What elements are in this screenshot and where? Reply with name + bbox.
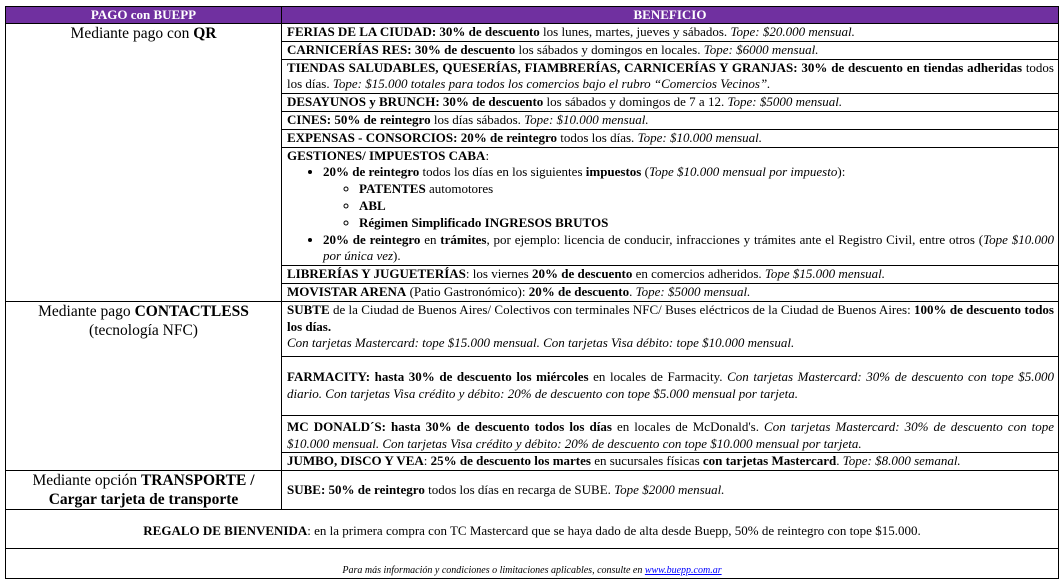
table-row [6,24,1059,42]
benefit-farmacity: FARMACITY: hasta 30% de descuento los miércoles en locales de Farmacity. Con tarjetas Mastercard: 30% de descuento con tope $5.000 diario. Con tarjetas Visa crédito y débito: 20% de descuento con tope $5.000 mensual por tarjeta. [282,357,1059,416]
benefit-tiendas: TIENDAS SALUDABLES, QUESERÍAS, FIAMBRERÍAS, CARNICERÍAS Y GRANJAS: 30% de descuento en tiendas adheridas todos los días. Tope: $15.000 totales para todos los comercios bajo el rubro “Comercios Vecinos”. [282,59,1059,94]
benefit-expensas: EXPENSAS - CONSORCIOS: 20% de reintegro todos los días. Tope: $10.000 mensual. [282,129,1059,147]
benefit-carnicerias: CARNICERÍAS RES: 30% de descuento los sábados y domingos en locales. Tope: $6000 mensual. [282,41,1059,59]
payment-method-contactless: Mediante pago CONTACTLESS (tecnología NFC) [6,301,282,470]
benefit-subte: SUBTE de la Ciudad de Buenos Aires/ Colectivos con terminales NFC/ Buses eléctricos de la Ciudad de Buenos Aires: 100% de descuento todos los días. Con tarjetas Mastercard: tope $15.000 mensual. Con tarjetas Visa débito: tope $10.000 mensual. [282,301,1059,356]
benefits-document [5,6,1058,579]
benefits-table [5,6,1059,579]
list-item: • 20% de reintegro en trámites, por ejemplo: licencia de conducir, infracciones y trámites ante el Registro Civil, entre otros (Tope $10.000 por única vez). [323,232,1054,266]
benefit-cines: CINES: 50% de reintegro los días sábados. Tope: $10.000 mensual. [282,111,1059,129]
payment-method-qr: Mediante pago con QR [6,24,282,302]
benefit-sube: SUBE: 50% de reintegro todos los días en recarga de SUBE. Tope $2000 mensual. [282,471,1059,510]
table-row [6,471,1059,510]
header-benefit: BENEFICIO [282,7,1059,24]
benefit-desayunos: DESAYUNOS y BRUNCH: 30% de descuento los sábados y domingos de 7 a 12. Tope: $5000 mensual. [282,94,1059,112]
welcome-gift: REGALO DE BIENVENIDA: en la primera compra con TC Mastercard que se haya dado de alta desde Buepp, 50% de reintegro con tope $15.000. [6,510,1059,549]
list-item: • 20% de reintegro todos los días en los siguientes impuestos (Tope $10.000 mensual por impuesto): ◦ PATENTES automotores ◦ ABL ◦ Régimen Simplificado INGRESOS BRUTOS [323,164,1054,231]
impuestos-list [323,181,1054,231]
benefit-jumbo: JUMBO, DISCO Y VEA: 25% de descuento los martes en sucursales físicas con tarjetas Mastercard. Tope: $8.000 semanal. [282,453,1059,471]
table-header-row [6,7,1059,24]
table-row [6,301,1059,356]
payment-method-transporte: Mediante opción TRANSPORTE / Cargar tarjeta de transporte [6,471,282,510]
table-row [6,549,1059,579]
list-item: ◦ Régimen Simplificado INGRESOS BRUTOS [359,215,1054,232]
list-item: ◦ ABL [359,198,1054,215]
header-payment-method: PAGO con BUEPP [6,7,282,24]
table-row [6,510,1059,549]
benefit-ferias: FERIAS DE LA CIUDAD: 30% de descuento los lunes, martes, jueves y sábados. Tope: $20.000 mensual. [282,24,1059,42]
footer-note: Para más información y condiciones o limitaciones aplicables, consulte en www.buepp.com.ar [6,549,1059,579]
benefit-movistar: MOVISTAR ARENA (Patio Gastronómico): 20% de descuento. Tope: $5000 mensual. [282,283,1059,301]
list-item: ◦ PATENTES automotores [359,181,1054,198]
benefit-gestiones: GESTIONES/ IMPUESTOS CABA: • 20% de reintegro todos los días en los siguientes impuestos (Tope $10.000 mensual por impuesto): ◦ PATENTES automotores ◦ ABL ◦ Régimen Simplificado INGRESOS BRUTOS • 20% de reintegro en trámites, por ejemplo: licencia de conducir, infracciones y trámites ante el Registro Civil, entre otros (Tope $10.000 por única vez). [282,147,1059,266]
benefit-librerias: LIBRERÍAS Y JUGUETERÍAS: los viernes 20% de descuento en comercios adheridos. Tope $15.000 mensual. [282,266,1059,284]
buepp-website-link[interactable]: www.buepp.com.ar [644,565,722,577]
gestiones-list [287,164,1054,265]
benefit-mcdonalds: MC DONALD´S: hasta 30% de descuento todos los días en locales de McDonald's. Con tarjetas Mastercard: 30% de descuento con tope $10.000 mensual. Con tarjetas Visa crédito y débito: 20% de descuento con tope $10.000 mensual por tarjeta. [282,415,1059,453]
